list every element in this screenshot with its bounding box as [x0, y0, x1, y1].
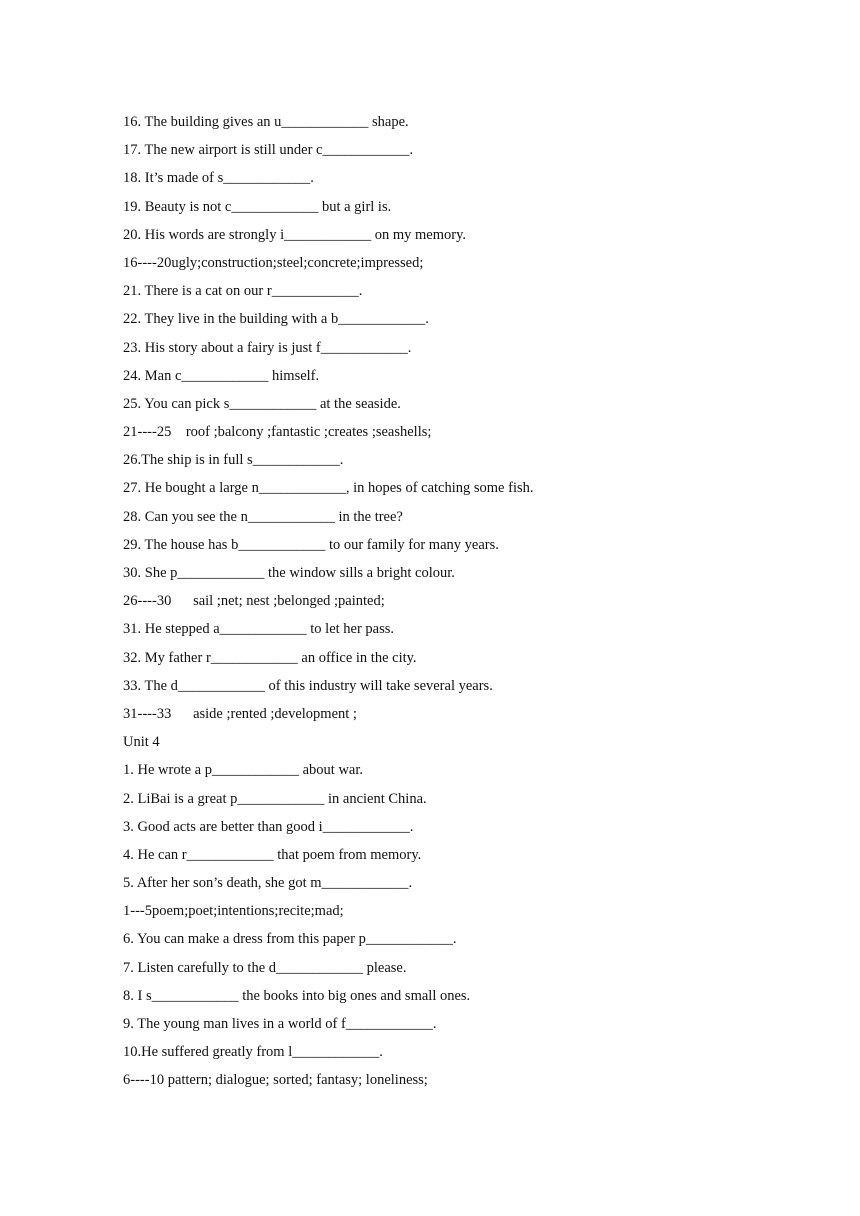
exercise-line: 3. Good acts are better than good i____________. — [123, 818, 414, 835]
exercise-line: 22. They live in the building with a b____________. — [123, 311, 429, 328]
exercise-line: 7. Listen carefully to the d____________ please. — [123, 959, 407, 976]
answer-key-line: 31----33 aside ;rented ;development ; — [123, 705, 357, 722]
exercise-line: 29. The house has b____________ to our family for many years. — [123, 536, 499, 553]
exercise-line: 1. He wrote a p____________ about war. — [123, 762, 364, 779]
answer-key-line: 6----10 pattern; dialogue; sorted; fantasy; loneliness; — [123, 1072, 428, 1089]
exercise-line: 27. He bought a large n____________, in hopes of catching some fish. — [123, 480, 534, 497]
answer-key-line: 16----20ugly;construction;steel;concrete;impressed; — [123, 254, 424, 271]
exercise-list — [123, 108, 763, 1095]
answer-key-line: 21----25 roof ;balcony ;fantastic ;creates ;seashells; — [123, 424, 432, 441]
exercise-line: 24. Man c____________ himself. — [123, 367, 320, 384]
exercise-line: 9. The young man lives in a world of f____________. — [123, 1016, 437, 1032]
exercise-line: 26.The ship is in full s____________. — [123, 452, 344, 469]
exercise-line: 2. LiBai is a great p____________ in ancient China. — [123, 790, 427, 807]
exercise-line: 5. After her son’s death, she got m____________. — [123, 875, 413, 892]
exercise-line: 17. The new airport is still under c____________. — [123, 142, 414, 159]
exercise-line: 31. He stepped a____________ to let her pass. — [123, 621, 395, 638]
answer-key-line: 26----30 sail ;net; nest ;belonged ;painted; — [123, 593, 385, 610]
exercise-line: 19. Beauty is not c____________ but a girl is. — [123, 198, 392, 215]
exercise-line: 18. It’s made of s____________. — [123, 170, 314, 187]
unit-heading: Unit 4 — [123, 734, 160, 751]
exercise-line: 28. Can you see the n____________ in the tree? — [123, 508, 403, 525]
exercise-line: 32. My father r____________ an office in the city. — [123, 649, 417, 666]
exercise-line: 16. The building gives an u____________ shape. — [123, 114, 409, 130]
exercise-line: 6. You can make a dress from this paper p____________. — [123, 931, 457, 948]
exercise-line: 4. He can r____________ that poem from memory. — [123, 846, 422, 863]
exercise-line: 23. His story about a fairy is just f____________. — [123, 339, 412, 356]
exercise-line: 21. There is a cat on our r____________. — [123, 283, 363, 300]
exercise-line: 20. His words are strongly i____________ on my memory. — [123, 226, 467, 243]
exercise-line: 10.He suffered greatly from l____________. — [123, 1044, 383, 1061]
exercise-line: 30. She p____________ the window sills a bright colour. — [123, 565, 455, 581]
exercise-line: 33. The d____________ of this industry will take several years. — [123, 677, 493, 694]
exercise-line: 25. You can pick s____________ at the seaside. — [123, 395, 401, 412]
answer-key-line: 1---5poem;poet;intentions;recite;mad; — [123, 903, 344, 920]
exercise-line: 8. I s____________ the books into big ones and small ones. — [123, 987, 471, 1004]
